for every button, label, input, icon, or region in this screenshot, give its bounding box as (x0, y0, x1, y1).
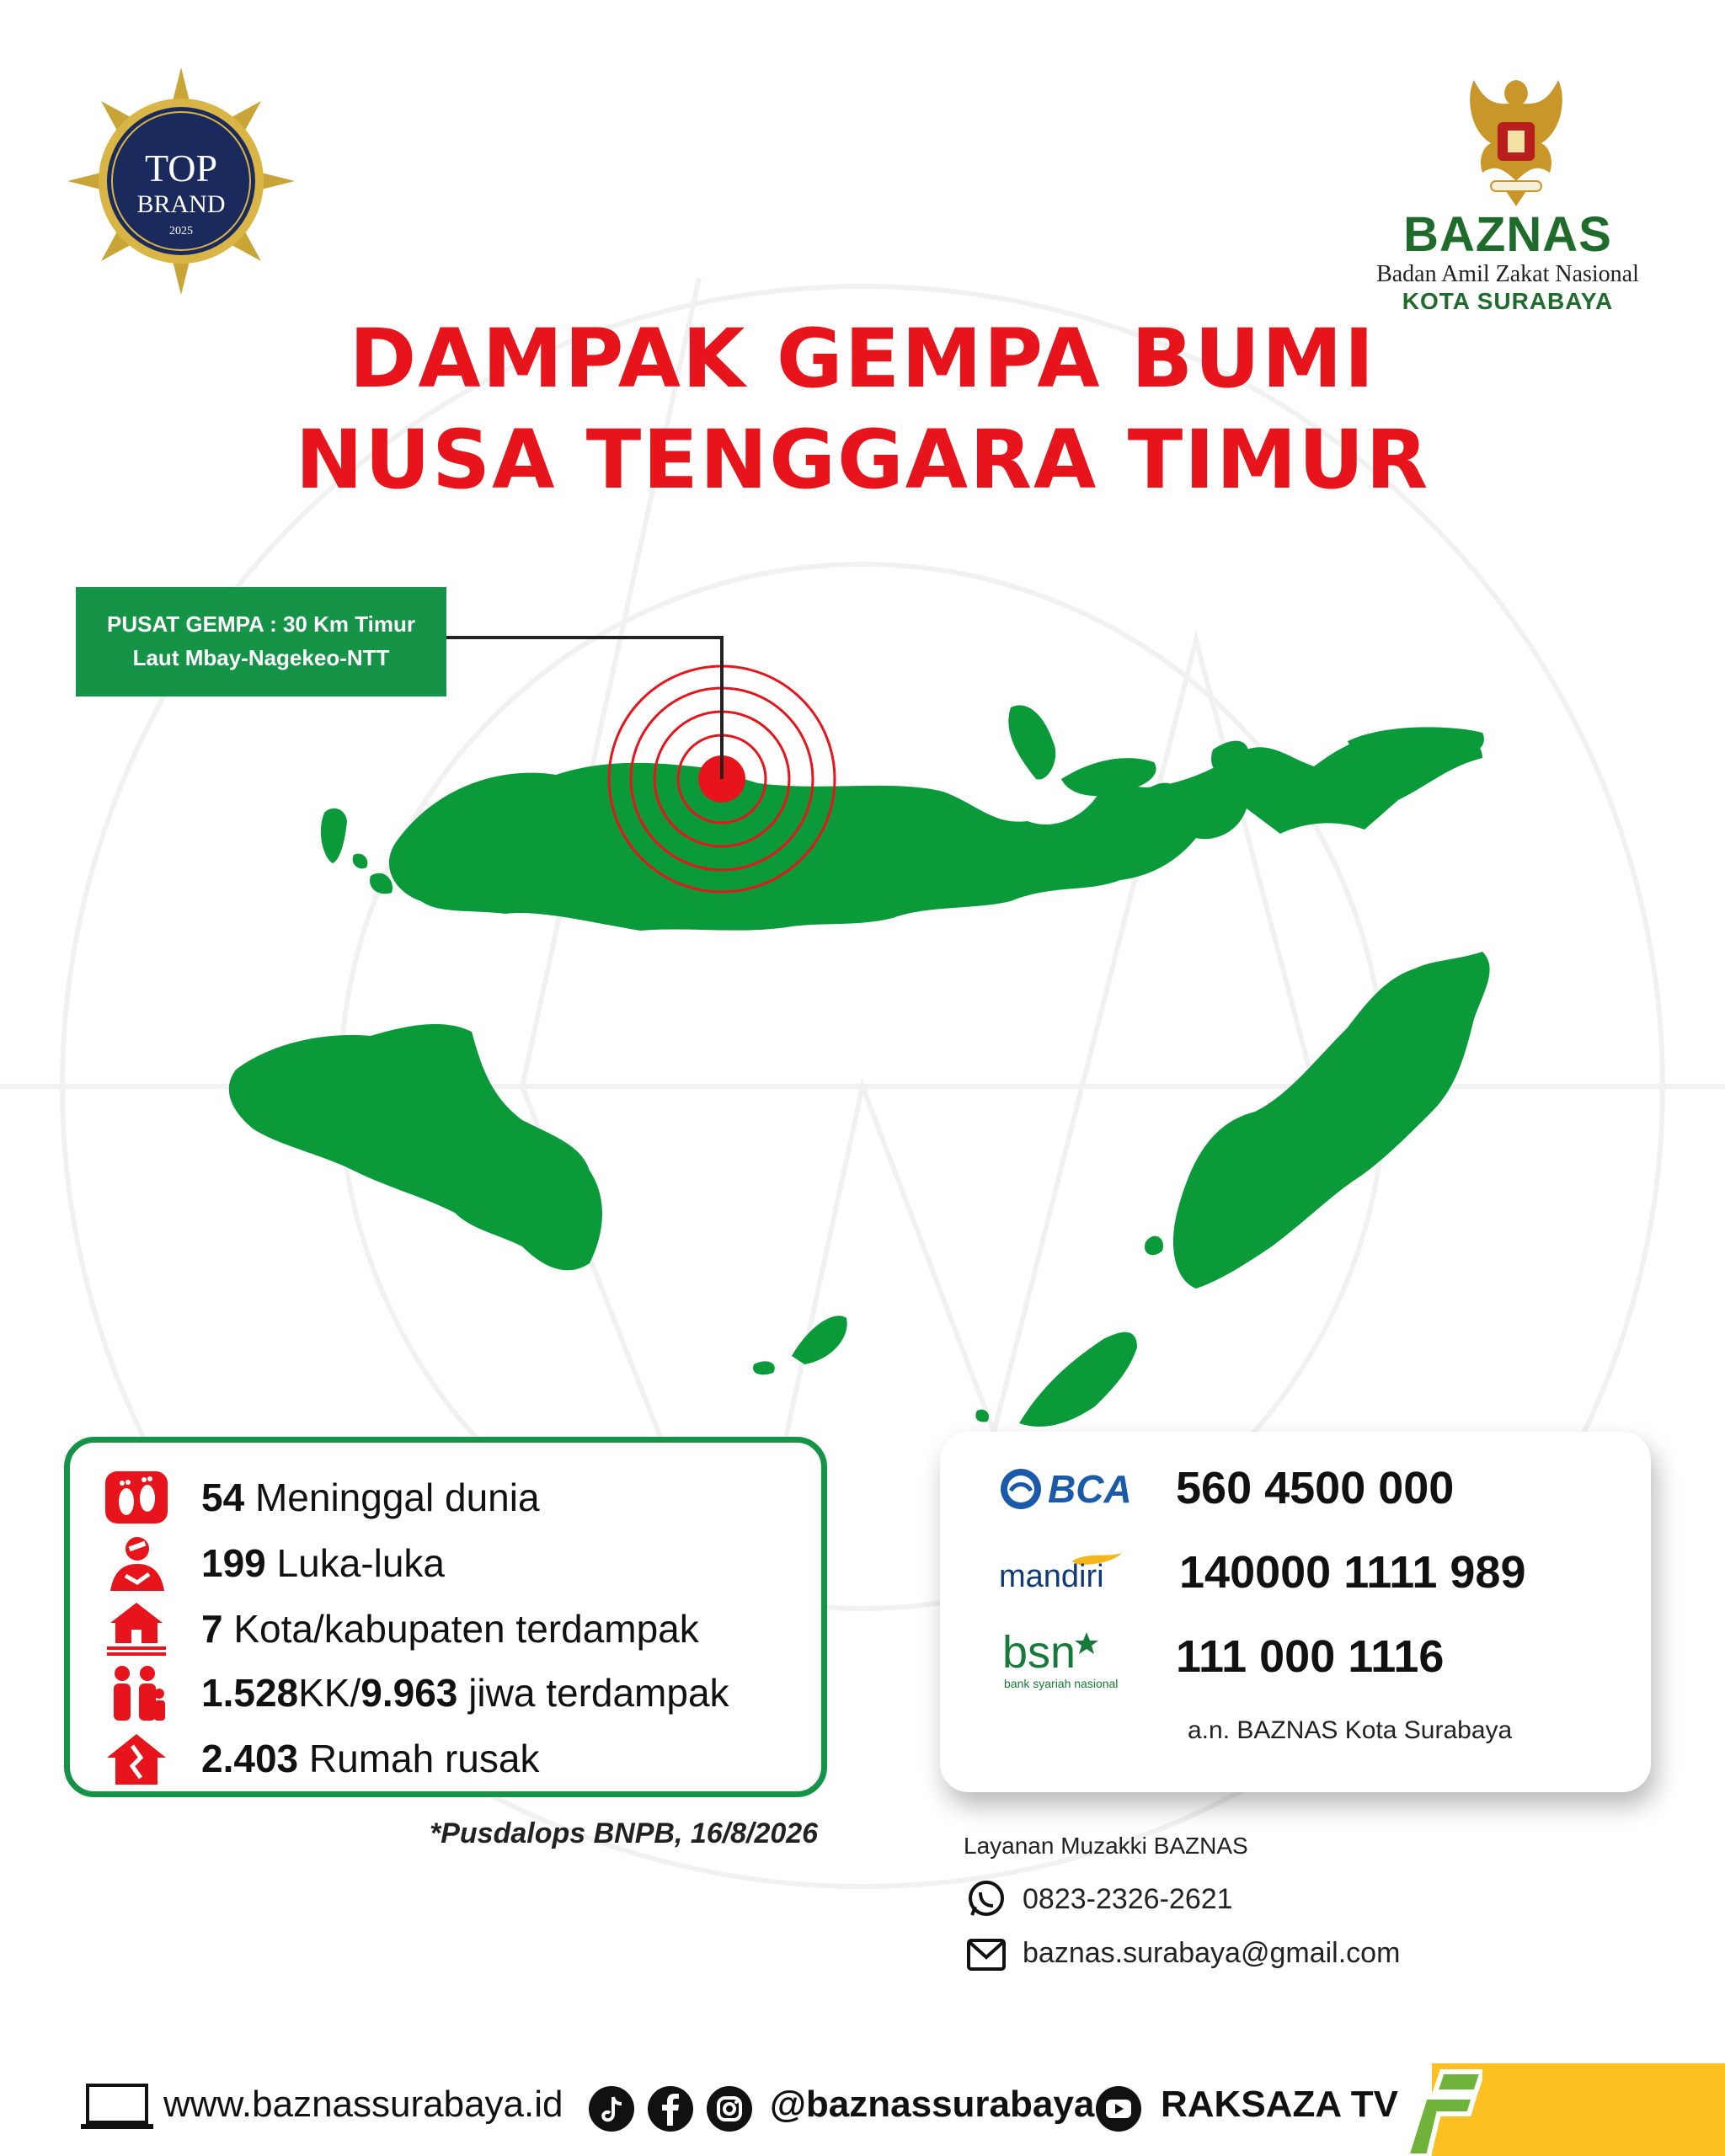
top-brand-badge (67, 67, 295, 295)
timor-island (1173, 952, 1490, 1289)
baznas-logo-name: BAZNAS (1403, 207, 1612, 262)
epicenter-line-2: Laut Mbay-Nagekeo-NTT (132, 645, 390, 670)
stat-deaths (104, 1468, 540, 1527)
contact-phone[interactable]: 0823-2326-2621 (1023, 1883, 1233, 1915)
svg-text:bank syariah nasional: bank syariah nasional (1004, 1677, 1119, 1690)
stat-cities-text: 7 Kota/kabupaten terdampak (201, 1607, 699, 1651)
garuda-emblem-icon (1432, 63, 1600, 211)
baznas-mark-icon (1390, 2063, 1482, 2156)
flores-island (389, 734, 1482, 931)
sumba-island (229, 1024, 602, 1270)
laptop-icon (79, 2082, 155, 2132)
youtube-channel[interactable]: RAKSAZA TV (1161, 2084, 1398, 2125)
bsn-account-number: 111 000 1116 (1176, 1631, 1445, 1682)
islet (975, 1410, 989, 1422)
source-note: *Pusdalops BNPB, 16/8/2026 (430, 1817, 819, 1849)
islet (370, 873, 393, 894)
village-icon (104, 1599, 169, 1658)
islet (1008, 705, 1055, 779)
damaged-house-icon (104, 1729, 169, 1788)
baznas-logo-subtitle: Badan Amil Zakat Nasional (1376, 261, 1639, 287)
mandiri-account-number: 140000 1111 989 (1179, 1547, 1526, 1598)
islet (753, 1361, 775, 1374)
stat-families (104, 1663, 729, 1722)
badge-year: 2025 (169, 225, 193, 237)
social-handle[interactable]: @baznassurabaya (770, 2084, 1095, 2125)
badge-brand-text: BRAND (136, 190, 226, 218)
islet (1019, 1332, 1137, 1427)
contact-email[interactable]: baznas.surabaya@gmail.com (1023, 1937, 1401, 1969)
facebook-icon[interactable] (647, 2085, 694, 2132)
instagram-icon[interactable] (706, 2085, 753, 2132)
contact-title: Layanan Muzakki BAZNAS (964, 1833, 1248, 1859)
islet (1362, 772, 1391, 798)
page-title-line-2: NUSA TENGGARA TIMUR (295, 413, 1430, 507)
whatsapp-icon (967, 1880, 1006, 1919)
islet (353, 854, 368, 869)
stat-families-text: 1.528KK/9.963 jiwa terdampak (201, 1671, 729, 1715)
bsn-logo (1001, 1625, 1127, 1706)
stat-injured-text: 199 Luka-luka (201, 1541, 445, 1585)
islet (321, 808, 347, 863)
stat-deaths-text: 54 Meninggal dunia (201, 1476, 540, 1519)
impact-stats-panel (64, 1437, 827, 1797)
family-icon (104, 1663, 169, 1722)
islet (1145, 1236, 1163, 1256)
mandiri-logo (996, 1546, 1147, 1595)
youtube-icon[interactable] (1095, 2085, 1142, 2132)
svg-text:bsn: bsn (1002, 1627, 1076, 1678)
epicenter-label (76, 587, 446, 696)
injured-person-icon (104, 1534, 169, 1593)
epicenter-line-1: PUSAT GEMPA : 30 Km Timur (107, 611, 415, 637)
bca-account-number: 560 4500 000 (1176, 1463, 1455, 1513)
baznas-logo-city: KOTA SURABAYA (1402, 288, 1614, 314)
islet (792, 1315, 847, 1364)
website-link[interactable]: www.baznassurabaya.id (163, 2084, 563, 2125)
footprints-icon (104, 1468, 169, 1527)
bca-logo (999, 1464, 1147, 1513)
stat-injured (104, 1534, 445, 1593)
svg-text:BCA: BCA (1048, 1467, 1132, 1511)
account-owner: a.n. BAZNAS Kota Surabaya (1188, 1716, 1513, 1744)
stat-cities (104, 1599, 699, 1658)
badge-top-text: TOP (144, 147, 218, 189)
stat-houses-text: 2.403 Rumah rusak (201, 1737, 540, 1780)
svg-text:mandiri: mandiri (999, 1559, 1104, 1594)
mail-icon (967, 1939, 1006, 1971)
tiktok-icon[interactable] (588, 2085, 635, 2132)
stat-houses (104, 1729, 539, 1788)
page-title-line-1: DAMPAK GEMPA BUMI (349, 312, 1376, 406)
